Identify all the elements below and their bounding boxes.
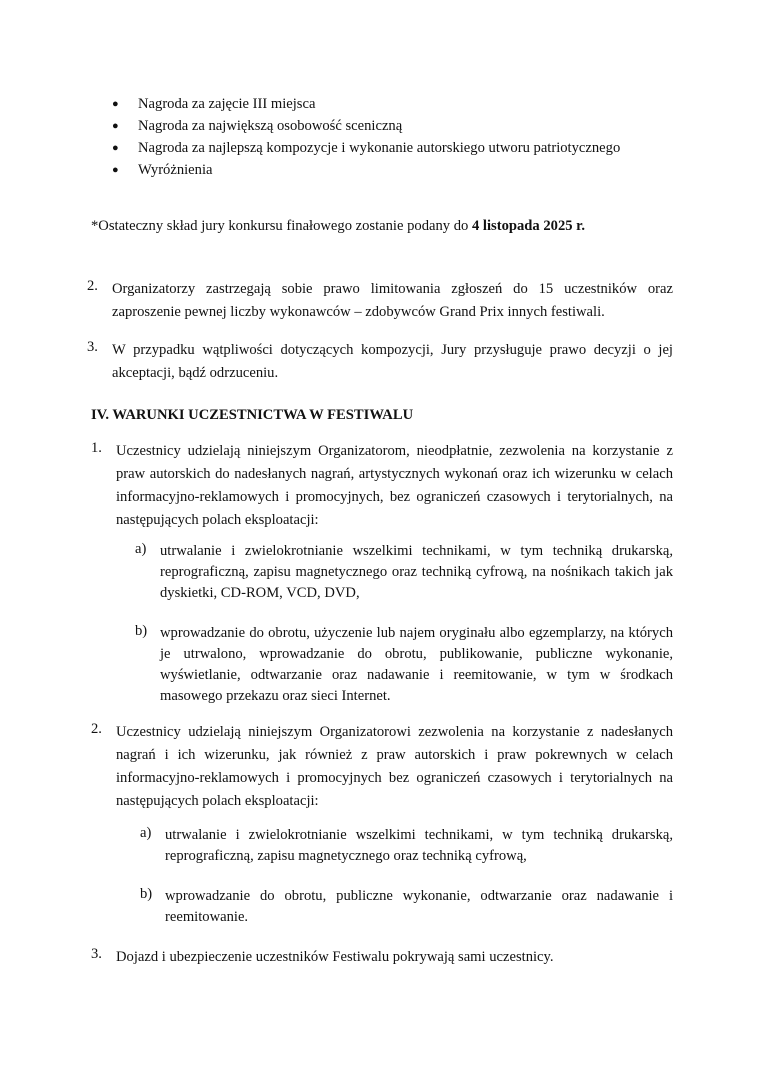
paragraph-text: wprowadzanie do obrotu, publiczne wykonanie, odtwarzanie oraz nadawanie i reemitowanie. bbox=[165, 888, 673, 925]
prize-label: Nagroda za zajęcie III miejsca bbox=[138, 96, 316, 112]
bullet-icon: ● bbox=[112, 142, 119, 154]
paragraph-number: 2. bbox=[91, 721, 102, 737]
bullet-icon: ● bbox=[112, 98, 119, 110]
bullet-icon: ● bbox=[112, 120, 119, 132]
list-item bbox=[112, 159, 712, 181]
bullet-icon: ● bbox=[112, 164, 119, 176]
list-item bbox=[112, 115, 712, 137]
section-heading: IV. WARUNKI UCZESTNICTWA W FESTIWALU bbox=[91, 407, 414, 423]
paragraph-number: 3. bbox=[87, 339, 98, 355]
paragraph-number: 1. bbox=[91, 440, 102, 456]
list-letter: b) bbox=[140, 886, 153, 902]
paragraph-number: 2. bbox=[87, 278, 98, 294]
condition-2-b bbox=[140, 886, 673, 928]
condition-1-a bbox=[135, 541, 673, 604]
condition-2-a bbox=[140, 825, 673, 867]
condition-1-b bbox=[135, 623, 673, 707]
jury-note bbox=[91, 215, 711, 237]
prize-label: Nagroda za największą osobowość sceniczną bbox=[138, 118, 403, 134]
prize-label: Wyróżnienia bbox=[138, 162, 213, 178]
paragraph-text: Uczestnicy udzielają niniejszym Organizatorom, nieodpłatnie, zezwolenia na korzystanie z praw autorskich do nadesłanych nagrań, artystycznych wykonań oraz ich wizerunku w celach informacyjno-reklamowych i promocyjnych, bez ograniczeń czasowych i terytorialnych, na następujących polach eksploatacji: bbox=[116, 443, 673, 528]
paragraph-text: utrwalanie i zwielokrotnianie wszelkimi technikami, w tym techniką drukarską, reprograficzną, zapisu magnetycznego oraz techniką cyfrową, na nośnikach takich jak dyskietki, CD-ROM, VCD, DVD, bbox=[160, 543, 673, 601]
condition-1 bbox=[91, 440, 673, 532]
list-letter: b) bbox=[135, 623, 148, 639]
paragraph-3 bbox=[87, 339, 673, 385]
jury-note-date: 4 listopada 2025 r. bbox=[471, 218, 585, 234]
paragraph-text: utrwalanie i zwielokrotnianie wszelkimi technikami, w tym techniką drukarską, reprograficzną, zapisu magnetycznego oraz techniką cyfrową, bbox=[165, 827, 673, 864]
paragraph-text: wprowadzanie do obrotu, użyczenie lub najem oryginału albo egzemplarzy, na których je utrwalono, wprowadzanie do obrotu, publikowanie, publiczne wykonanie, wyświetlanie, odtwarzanie oraz nadawanie i reemitowanie, w tym w środkach masowego przekazu oraz sieci Internet. bbox=[160, 625, 673, 704]
prize-list bbox=[112, 93, 712, 181]
list-letter: a) bbox=[135, 541, 147, 557]
condition-2 bbox=[91, 721, 673, 813]
paragraph-2 bbox=[87, 278, 673, 324]
list-item bbox=[112, 137, 712, 159]
prize-label: Nagroda za najlepszą kompozycje i wykonanie autorskiego utworu patriotycznego bbox=[138, 140, 621, 156]
jury-note-text: *Ostateczny skład jury konkursu finałowego zostanie podany do bbox=[91, 218, 472, 234]
list-item bbox=[112, 93, 712, 115]
list-letter: a) bbox=[140, 825, 152, 841]
paragraph-text: Dojazd i ubezpieczenie uczestników Festiwalu pokrywają sami uczestnicy. bbox=[116, 949, 554, 965]
paragraph-text: W przypadku wątpliwości dotyczących kompozycji, Jury przysługuje prawo decyzji o jej akceptacji, bądź odrzuceniu. bbox=[112, 342, 673, 381]
paragraph-text: Organizatorzy zastrzegają sobie prawo limitowania zgłoszeń do 15 uczestników oraz zaproszenie pewnej liczby wykonawców – zdobywców Grand Prix innych festiwali. bbox=[112, 281, 673, 320]
condition-3 bbox=[91, 946, 673, 969]
paragraph-number: 3. bbox=[91, 946, 102, 962]
paragraph-text: Uczestnicy udzielają niniejszym Organizatorowi zezwolenia na korzystanie z nadesłanych nagrań i ich wizerunku, jak również z praw autorskich i praw pokrewnych w celach informacyjno-reklamowych i promocyjnych bez ograniczeń czasowych i terytorialnych na następujących polach eksploatacji: bbox=[116, 724, 673, 809]
